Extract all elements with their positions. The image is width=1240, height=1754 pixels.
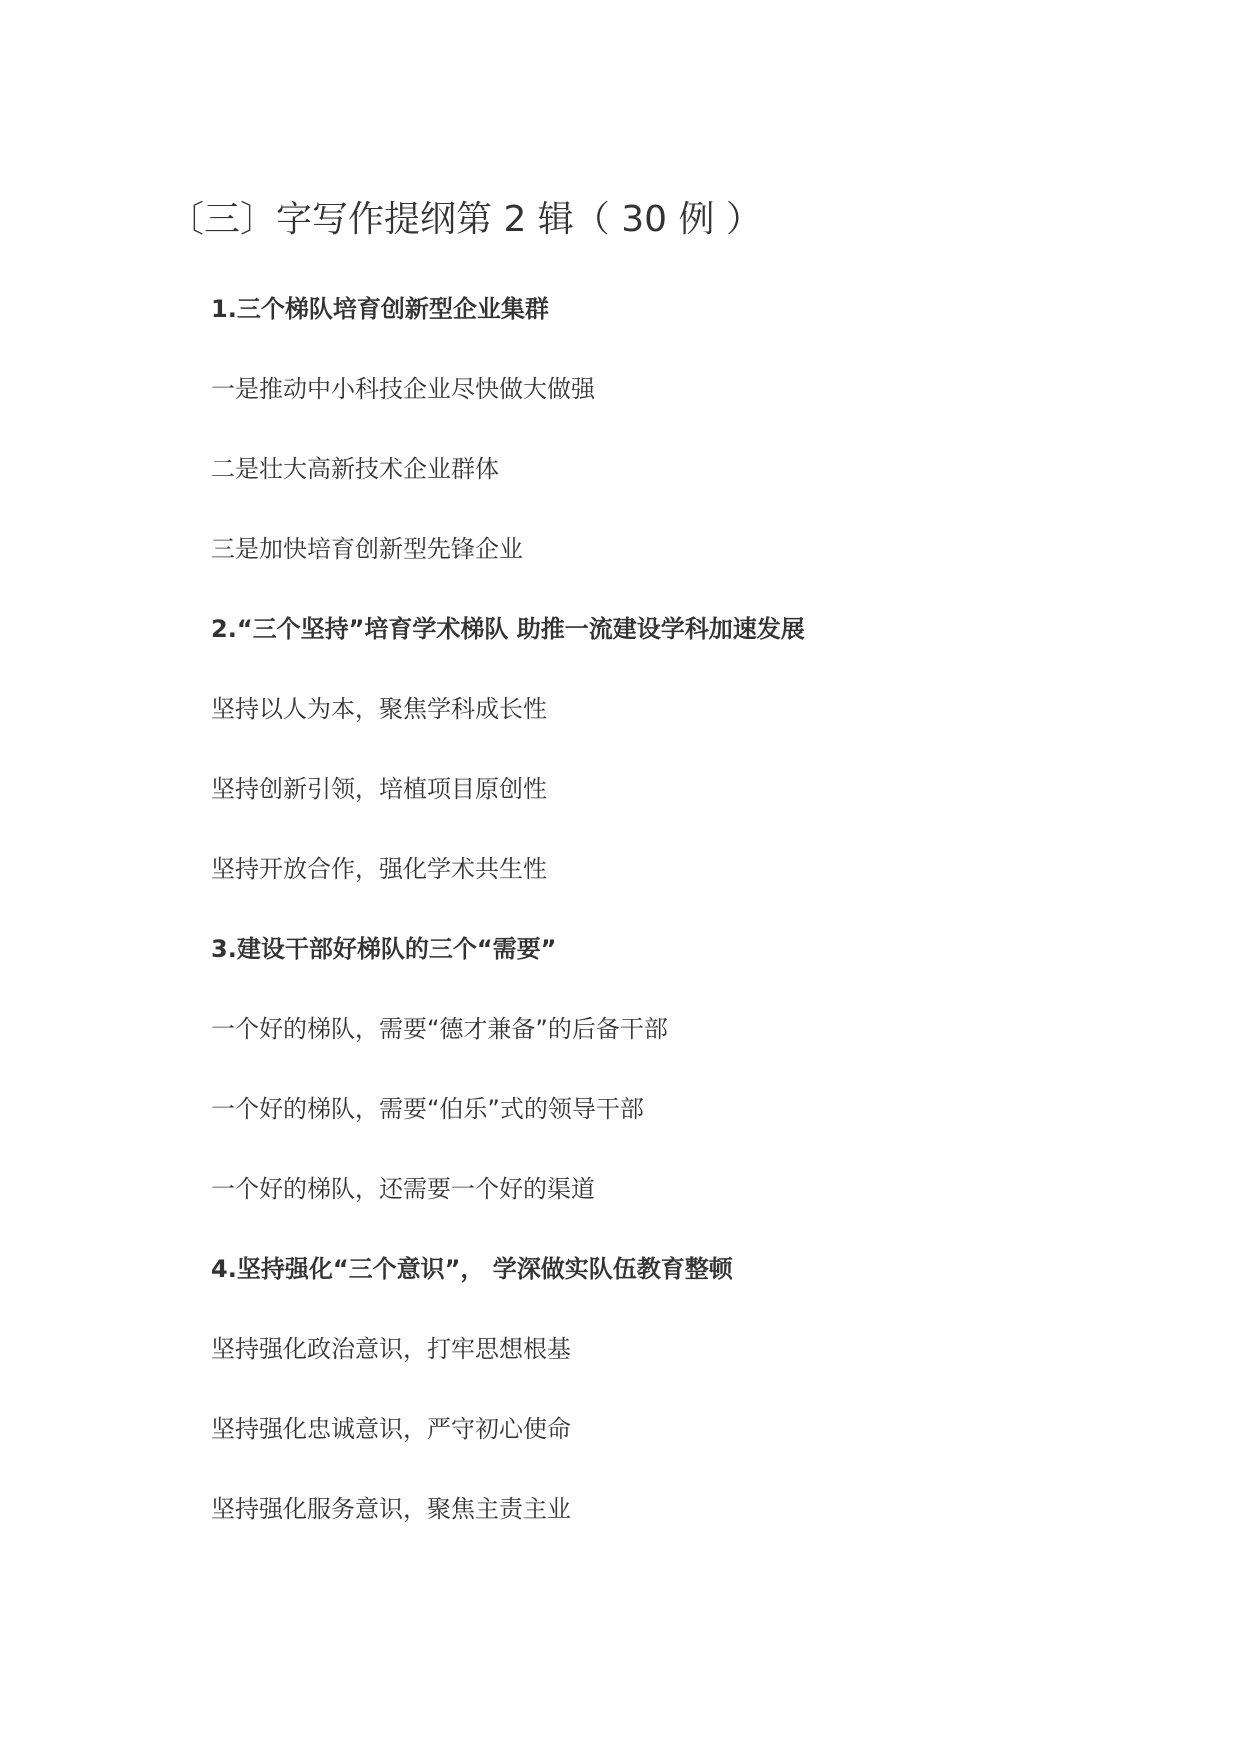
section-heading-4: 4.坚持强化“三个意识”， 学深做实队伍教育整顿 (211, 1255, 733, 1283)
section-3-item-2: 一个好的梯队，需要“伯乐”式的领导干部 (211, 1095, 644, 1123)
section-heading-2: 2.“三个坚持”培育学术梯队 助推一流建设学科加速发展 (211, 615, 805, 643)
section-2-item-1: 坚持以人为本，聚焦学科成长性 (211, 695, 547, 723)
document-title: 〔三〕字写作提纲第 2 辑（ 30 例 ） (168, 199, 762, 240)
section-4-item-1: 坚持强化政治意识，打牢思想根基 (211, 1335, 571, 1363)
section-2-item-2: 坚持创新引领，培植项目原创性 (211, 775, 547, 803)
section-4-item-3: 坚持强化服务意识，聚焦主责主业 (211, 1495, 571, 1523)
section-1-item-2: 二是壮大高新技术企业群体 (211, 455, 499, 483)
section-1-item-1: 一是推动中小科技企业尽快做大做强 (211, 375, 595, 403)
section-2-item-3: 坚持开放合作，强化学术共生性 (211, 855, 547, 883)
section-4-item-2: 坚持强化忠诚意识，严守初心使命 (211, 1415, 571, 1443)
section-3-item-1: 一个好的梯队，需要“德才兼备”的后备干部 (211, 1015, 668, 1043)
section-heading-1: 1.三个梯队培育创新型企业集群 (211, 295, 549, 323)
section-3-item-3: 一个好的梯队，还需要一个好的渠道 (211, 1175, 595, 1203)
section-1-item-3: 三是加快培育创新型先锋企业 (211, 535, 523, 563)
section-heading-3: 3.建设干部好梯队的三个“需要” (211, 935, 557, 963)
